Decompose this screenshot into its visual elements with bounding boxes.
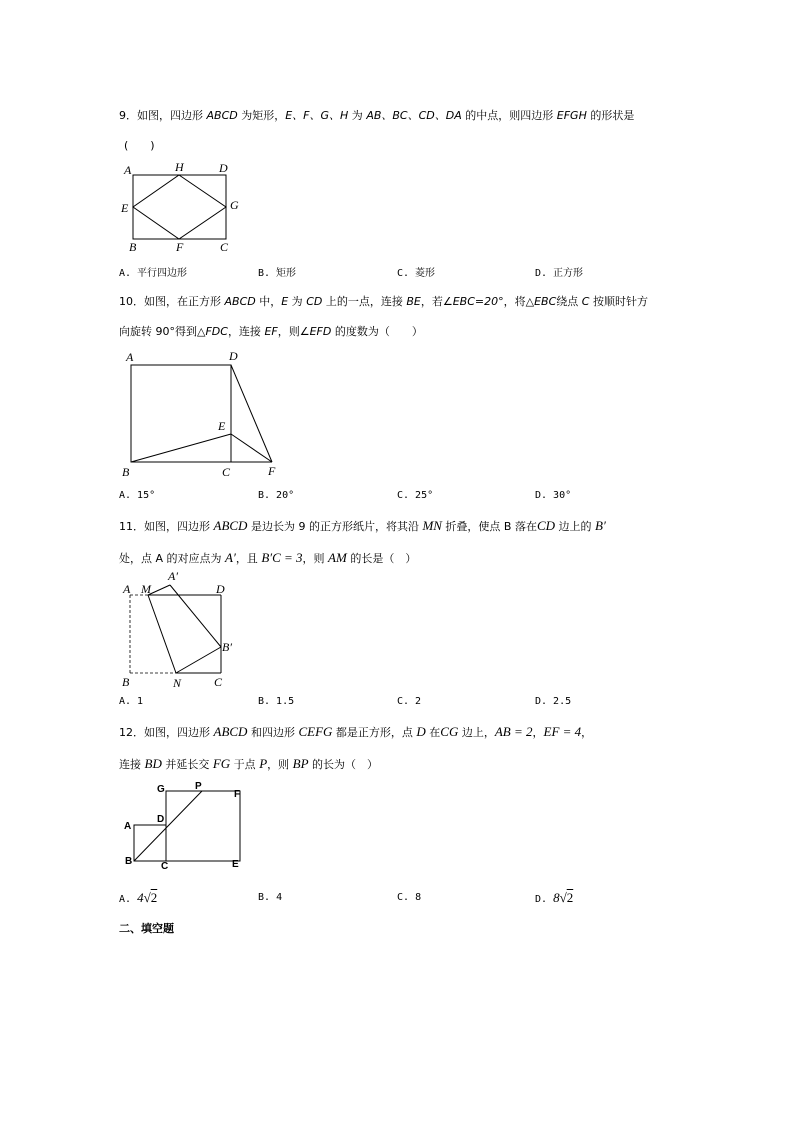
q10-figure: [118, 345, 288, 480]
q9-option-b[interactable]: B. 矩形: [258, 268, 297, 279]
q10-square: [131, 365, 231, 462]
q11-segment-MAp: [148, 585, 170, 595]
q9-label-F: F: [176, 240, 184, 254]
q10-label-F: F: [268, 464, 276, 478]
q10-stem-line1: 10．如图，在正方形 ABCD 中，E 为 CD 上的一点，连接 BE，若∠EBC=20°，将△EBC绕点 C 按顺时针方: [119, 295, 648, 308]
q11-label-D: D: [216, 582, 225, 596]
q12-option-d-radicand: 2: [566, 890, 574, 905]
q12-figure: [118, 778, 258, 873]
q11-label-M: M: [141, 582, 151, 596]
q10-stem-line2: 向旋转 90°得到△FDC，连接 EF，则∠EFD 的度数为（ ）: [119, 325, 423, 338]
q12-label-F: F: [234, 789, 241, 800]
q9-stem-line1: 9．如图，四边形 ABCD 为矩形，E、F、G、H 为 AB、BC、CD、DA 的中点，则四边形 EFGH 的形状是: [119, 109, 635, 122]
section-heading-fill-in: 二、填空题: [119, 922, 174, 935]
q12-label-G: G: [157, 784, 165, 795]
q12-stem-line1: 12．如图，四边形 ABCD 和四边形 CEFG 都是正方形，点 D 在CG 边上，AB = 2，EF = 4，: [119, 724, 593, 739]
q12-label-A: A: [124, 821, 132, 832]
q11-figure: [118, 568, 248, 693]
q11-label-B: B: [122, 675, 130, 689]
q10-label-E: E: [218, 419, 226, 433]
q12-option-a-radicand: 2: [150, 890, 158, 905]
q9-label-B: B: [129, 240, 137, 254]
q11-segment-BpN: [176, 647, 221, 673]
q12-label-E: E: [232, 859, 239, 870]
q9-option-a[interactable]: A. 平行四边形: [119, 268, 188, 279]
q12-option-d-coef: 8: [553, 890, 560, 905]
q11-fold-MN: [148, 595, 176, 673]
q11-label-C: C: [214, 675, 223, 689]
q9-rhombus: [133, 175, 226, 239]
q10-segment-BE: [131, 434, 231, 462]
q12-option-c[interactable]: C. 8: [397, 892, 422, 903]
q11-stem-line1: 11．如图，四边形 ABCD 是边长为 9 的正方形纸片，将其沿 MN 折叠，使点 B 落在CD 边上的 B′: [119, 518, 606, 533]
q10-label-C: C: [222, 465, 231, 479]
q11-option-a[interactable]: A. 1: [119, 696, 144, 707]
q12-option-d[interactable]: D. 8√2: [535, 890, 574, 905]
q10-option-a[interactable]: A. 15°: [119, 490, 156, 501]
q9-label-H: H: [175, 160, 184, 174]
q9-label-E: E: [121, 201, 129, 215]
q12-square-CEFG: [166, 791, 240, 861]
q9-label-G: G: [230, 198, 239, 212]
q12-label-B: B: [125, 856, 133, 867]
q10-option-b[interactable]: B. 20°: [258, 490, 295, 501]
q12-option-a-coef: 4: [137, 890, 144, 905]
q9-figure: [118, 158, 248, 258]
q11-label-A: A: [123, 582, 131, 596]
q10-label-D: D: [229, 349, 238, 363]
q11-segment-ApBp: [170, 585, 221, 647]
q12-option-b[interactable]: B. 4: [258, 892, 283, 903]
q11-option-c[interactable]: C. 2: [397, 696, 422, 707]
q10-option-d[interactable]: D. 30°: [535, 490, 572, 501]
q10-label-B: B: [122, 465, 130, 479]
q12-segment-BP: [134, 791, 202, 861]
q9-answer-paren: ( ): [124, 139, 155, 152]
q12-label-P: P: [195, 781, 202, 792]
q9-option-d[interactable]: D. 正方形: [535, 268, 584, 279]
q10-label-A: A: [126, 350, 134, 364]
q12-label-D: D: [157, 814, 165, 825]
q11-label-N: N: [173, 676, 182, 690]
q10-option-c[interactable]: C. 25°: [397, 490, 434, 501]
q9-label-C: C: [220, 240, 229, 254]
q11-option-b[interactable]: B. 1.5: [258, 696, 295, 707]
sqrt-icon: √: [143, 890, 151, 905]
sqrt-icon: √: [559, 890, 567, 905]
q12-label-C: C: [161, 861, 169, 872]
q9-label-D: D: [219, 161, 228, 175]
q12-stem-line2: 连接 BD 并延长交 FG 于点 P，则 BP 的长为（ ）: [119, 756, 379, 771]
q9-rectangle: [133, 175, 226, 239]
q9-option-c[interactable]: C. 菱形: [397, 268, 436, 279]
q11-option-d[interactable]: D. 2.5: [535, 696, 572, 707]
q11-label-Bp: B′: [222, 640, 232, 654]
q12-option-a[interactable]: A. 4√2: [119, 890, 158, 905]
q11-label-Ap: A′: [168, 569, 178, 583]
q11-stem-line2: 处，点 A 的对应点为 A′，且 B′C = 3，则 AM 的长是（ ）: [119, 550, 417, 565]
q9-label-A: A: [124, 163, 132, 177]
